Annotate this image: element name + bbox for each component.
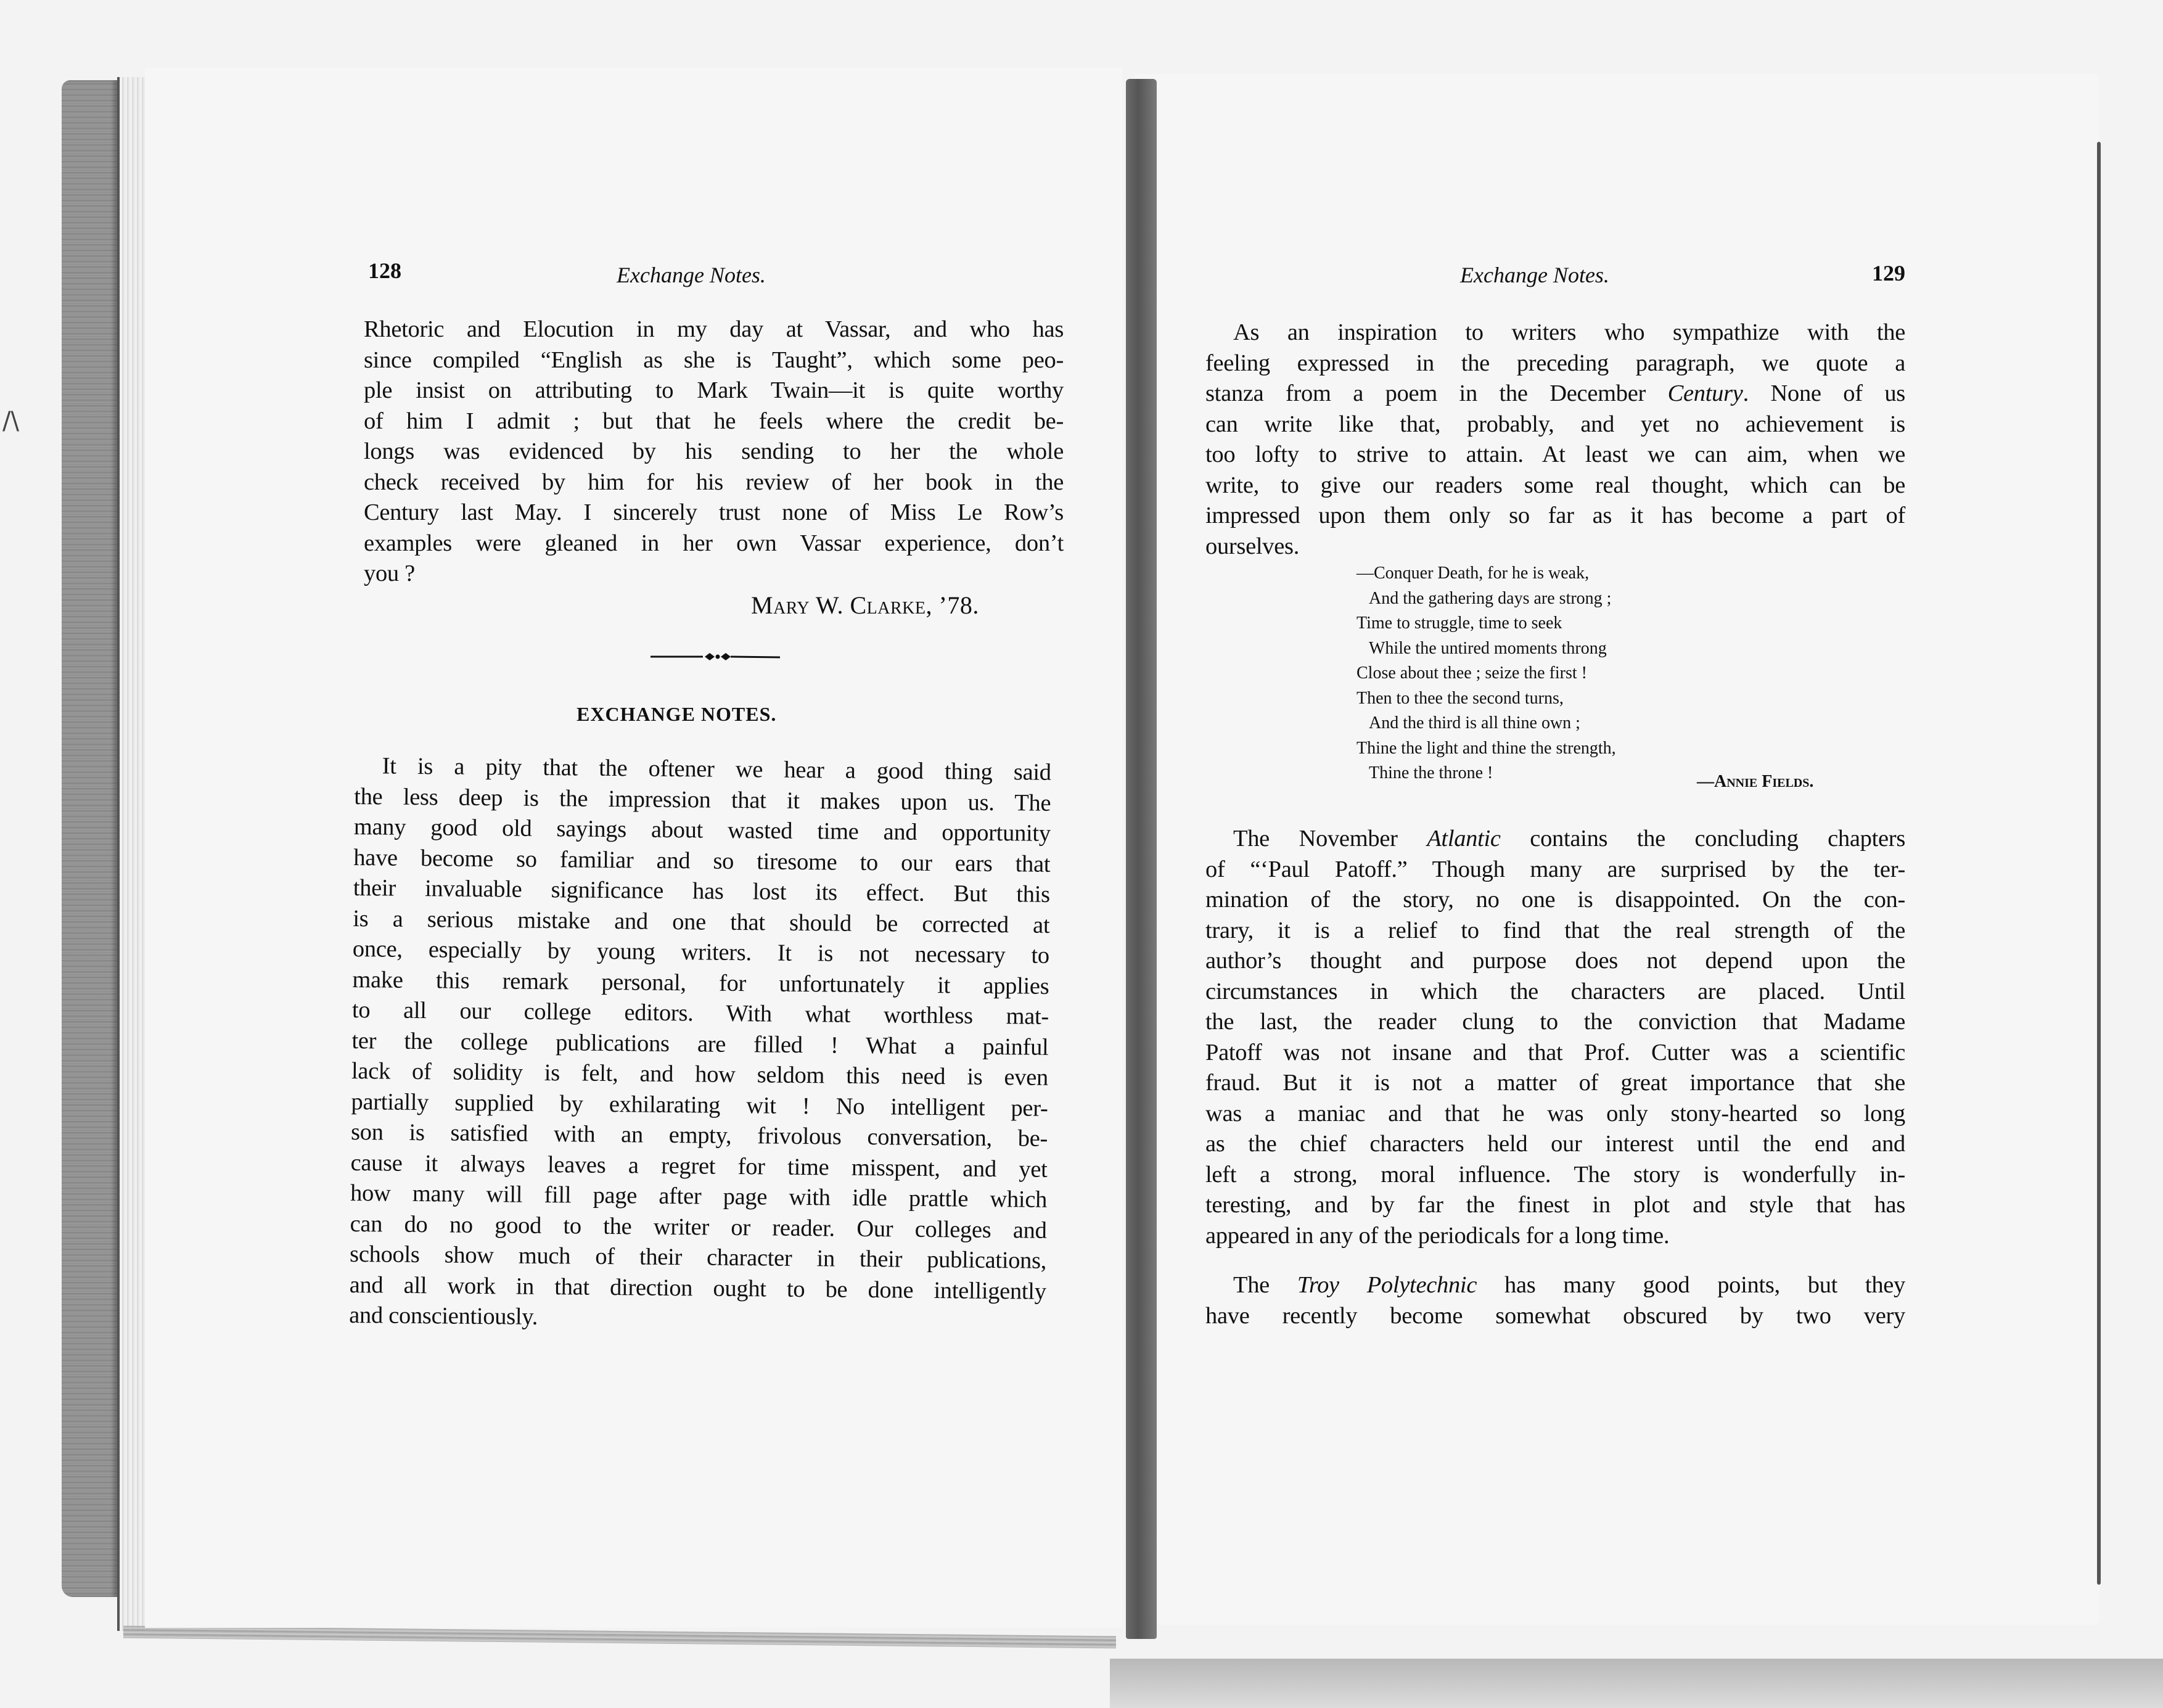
italic-title: Century [1667,380,1743,406]
text-line: feeling expressed in the preceding paragraph, we quote a [1205,350,1905,376]
text-line: It is a pity that the oftener we hear a good thing said [382,753,1051,786]
text-line: Patoff was not insane and that Prof. Cutter was a scientific [1205,1039,1905,1065]
book-bottom-edge [123,1626,1116,1649]
text-line: impressed upon them only so far as it has become a part of [1205,503,1905,528]
book-cover-spine [62,80,117,1597]
italic-title: Atlantic [1427,826,1501,852]
text-line: of “‘Paul Patoff.” Though many are surprised by the ter- [1205,856,1905,882]
poem-line: Thine the throne ! [1369,763,1493,782]
text-line: the last, the reader clung to the conviction that Madame [1205,1009,1905,1035]
text-line: circumstances in which the characters are placed. Until [1205,978,1905,1004]
text-line: once, especially by young writers. It is not necessary to [352,935,1050,969]
book-gutter [1126,79,1157,1639]
exchange-notes-body [349,751,1051,1337]
text-line: appeared in any of the periodicals for a long time. [1205,1222,1670,1249]
text-line: make this remark personal, for unfortunately it applies [352,966,1049,1000]
text-line: and conscientiously. [349,1302,538,1330]
section-title-exchange-notes: EXCHANGE NOTES. [577,703,777,725]
quoted-poem [1356,561,1616,786]
text-line: Century last May. I sincerely trust none of Miss Le Row’s [364,499,1064,525]
text-line: ourselves. [1205,533,1300,559]
poem-line: While the untired moments throng [1369,638,1607,658]
text-line: can do no good to the writer or reader. Our colleges and [350,1210,1047,1244]
text-line: ple insist on attributing to Mark Twain—it is quite worthy [364,377,1064,403]
running-head-left: Exchange Notes. [617,263,766,287]
text-line: partially supplied by exhilarating wit ! No intelligent per- [351,1088,1048,1122]
text-line: longs was evidenced by his sending to her the whole [364,438,1064,464]
page-number-left: 128 [368,258,401,283]
inspiration-paragraph [1205,318,1905,562]
text-line: write, to give our readers some real thought, which can be [1205,472,1905,498]
text-line: since compiled “English as she is Taught”, which some peo- [364,347,1064,373]
text-line: to all our college editors. With what worthless mat- [351,996,1049,1030]
running-head-right: Exchange Notes. [1460,263,1609,287]
signature-mary-w-clarke: Mary W. Clarke, ’78. [751,591,979,619]
text-line: ter the college publications are filled ! What a painful [351,1027,1049,1061]
text-line: many good old sayings about wasted time and opportunity [353,813,1051,847]
text-line: stanza from a poem in the December Century. None of us [1205,380,1905,406]
stray-mark: /\ [2,407,19,435]
text-line: their invaluable significance has lost its effect. But this [353,874,1051,908]
text-line: as the chief characters held our interest until the end and [1205,1131,1905,1157]
poem-attribution: —Annie Fields. [1697,772,1814,791]
text-line: left a strong, moral influence. The story is wonderfully in- [1205,1161,1905,1188]
text-line: how many will fill page after page with idle prattle which [350,1180,1048,1213]
italic-title: Troy Polytechnic [1297,1272,1477,1298]
poem-line: Time to struggle, time to seek [1356,614,1562,633]
text-line: of him I admit ; but that he feels where the credit be- [364,408,1064,434]
ornament-divider [651,651,780,663]
text-line: and all work in that direction ought to be done intelligently [349,1271,1046,1305]
text-line: can write like that, probably, and yet no achievement is [1205,411,1905,437]
text-line: have become so familiar and so tiresome to our ears that [353,844,1051,877]
left-continuation-text [364,314,1064,589]
poem-line: And the third is all thine own ; [1369,713,1580,733]
text-line: was a maniac and that he was only stony-hearted so long [1205,1100,1905,1127]
text-line: son is satisfied with an empty, frivolous conversation, be- [350,1119,1048,1152]
text-line: is a serious mistake and one that should be corrected at [353,905,1050,938]
poem-line: Then to thee the second turns, [1356,688,1564,708]
poem-line: And the gathering days are strong ; [1369,588,1612,608]
text-line: fraud. But it is not a matter of great importance that she [1205,1070,1905,1096]
text-line: The November Atlantic contains the concluding chapters [1233,826,1905,852]
text-line: examples were gleaned in her own Vassar experience, don’t [364,530,1064,556]
text-line: too lofty to strive to attain. At least we can aim, when we [1205,441,1905,467]
text-line: The Troy Polytechnic has many good points, but they [1233,1272,1906,1298]
poem-line: Thine the light and thine the strength, [1356,738,1616,758]
poem-line: —Conquer Death, for he is weak, [1356,564,1590,583]
text-line: teresting, and by far the finest in plot and style that has [1205,1192,1905,1218]
text-line: you ? [364,560,415,586]
text-line: check received by him for his review of her book in the [364,469,1064,495]
page-number-right: 129 [1872,261,1905,285]
text-line: cause it always leaves a regret for time misspent, and yet [350,1149,1048,1183]
atlantic-paragraph [1205,824,1905,1251]
book-page-edges [117,77,147,1631]
text-line: schools show much of their character in their publications, [349,1241,1047,1274]
right-page-edge [2097,142,2101,1585]
text-line: have recently become somewhat obscured by two very [1205,1302,1905,1329]
table-shadow [1110,1659,2163,1708]
poem-line: Close about thee ; seize the first ! [1356,663,1587,683]
troy-polytechnic-paragraph [1205,1270,1905,1331]
text-line: lack of solidity is felt, and how seldom this need is even [351,1057,1049,1091]
text-line: author’s thought and purpose does not depend upon the [1205,948,1905,974]
text-line: As an inspiration to writers who sympathize with the [1233,319,1905,345]
text-line: the less deep is the impression that it makes upon us. The [354,783,1051,816]
text-line: Rhetoric and Elocution in my day at Vassar, and who has [364,316,1064,342]
text-line: mination of the story, no one is disappointed. On the con- [1205,887,1905,913]
text-line: trary, it is a relief to find that the real strength of the [1205,917,1905,943]
